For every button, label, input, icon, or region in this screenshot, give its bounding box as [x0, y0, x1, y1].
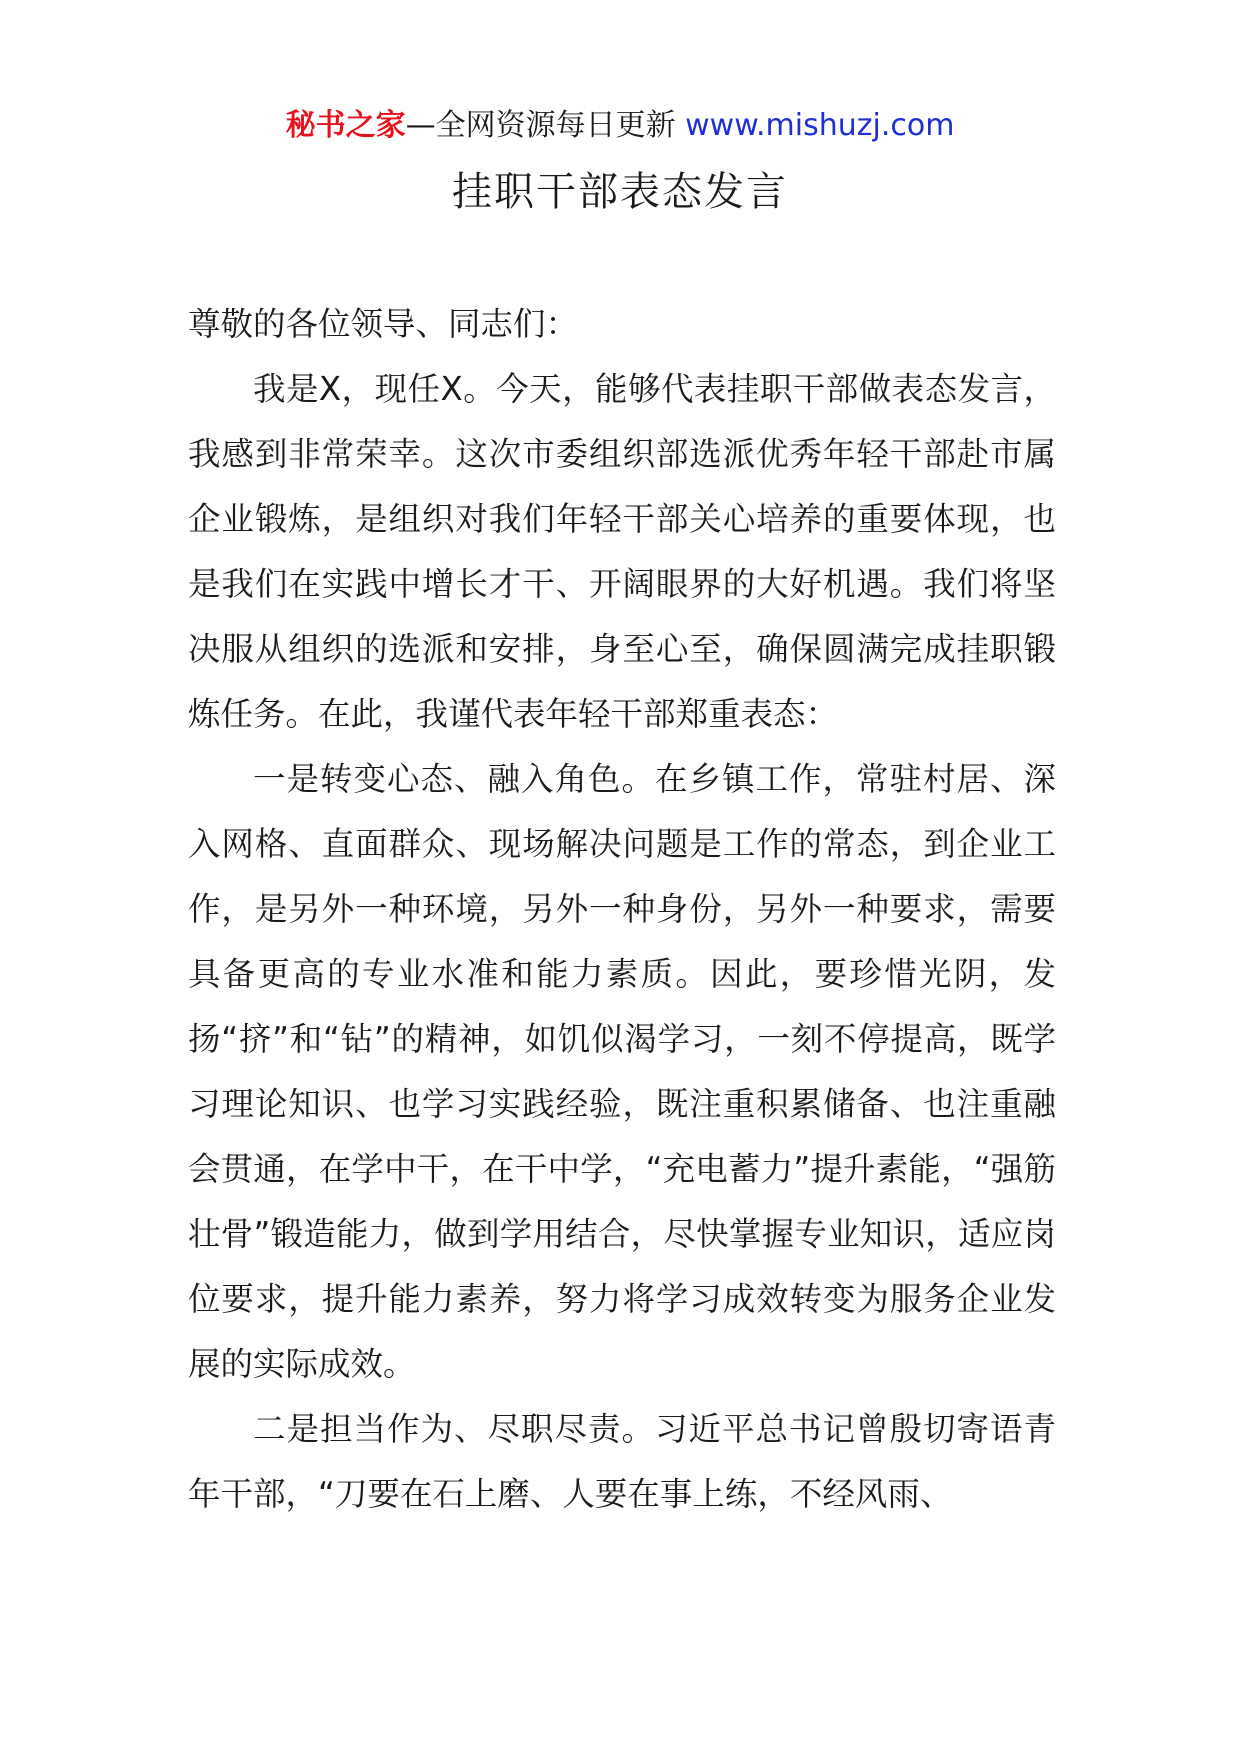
document-body	[188, 292, 1056, 1527]
site-url-link[interactable]: www.mishuzj.com	[685, 108, 955, 143]
paragraph-point-one: 一是转变心态、融入角色。在乡镇工作，常驻村居、深入网格、直面群众、现场解决问题是工作的常态，到企业工作，是另外一种环境，另外一种身份，另外一种要求，需要具备更高的专业水准和能力素质。因此，要珍惜光阴，发扬“挤”和“钻”的精神，如饥似渴学习，一刻不停提高，既学习理论知识、也学习实践经验，既注重积累储备、也注重融会贯通，在学中干，在干中学，“充电蓄力”提升素能，“强筋壮骨”锻造能力，做到学用结合，尽快掌握专业知识，适应岗位要求，提升能力素养，努力将学习成效转变为服务企业发展的实际成效。	[188, 760, 1056, 1383]
salutation: 尊敬的各位领导、同志们：	[188, 305, 579, 343]
header-tagline: —全网资源每日更新	[405, 108, 686, 143]
paragraph-intro: 我是X，现任X。今天，能够代表挂职干部做表态发言，我感到非常荣幸。这次市委组织部选派优秀年轻干部赴市属企业锻炼，是组织对我们年轻干部关心培养的重要体现，也是我们在实践中增长才干、开阔眼界的大好机遇。我们将坚决服从组织的选派和安排，身至心至，确保圆满完成挂职锻炼任务。在此，我谨代表年轻干部郑重表态：	[188, 370, 1056, 733]
watermark-header	[0, 98, 1240, 154]
brand-name: 秘书之家	[285, 108, 406, 143]
document-title: 挂职干部表态发言	[452, 169, 788, 215]
paragraph-point-two: 二是担当作为、尽职尽责。习近平总书记曾殷切寄语青年干部，“刀要在石上磨、人要在事上练，不经风雨、	[188, 1410, 1056, 1513]
